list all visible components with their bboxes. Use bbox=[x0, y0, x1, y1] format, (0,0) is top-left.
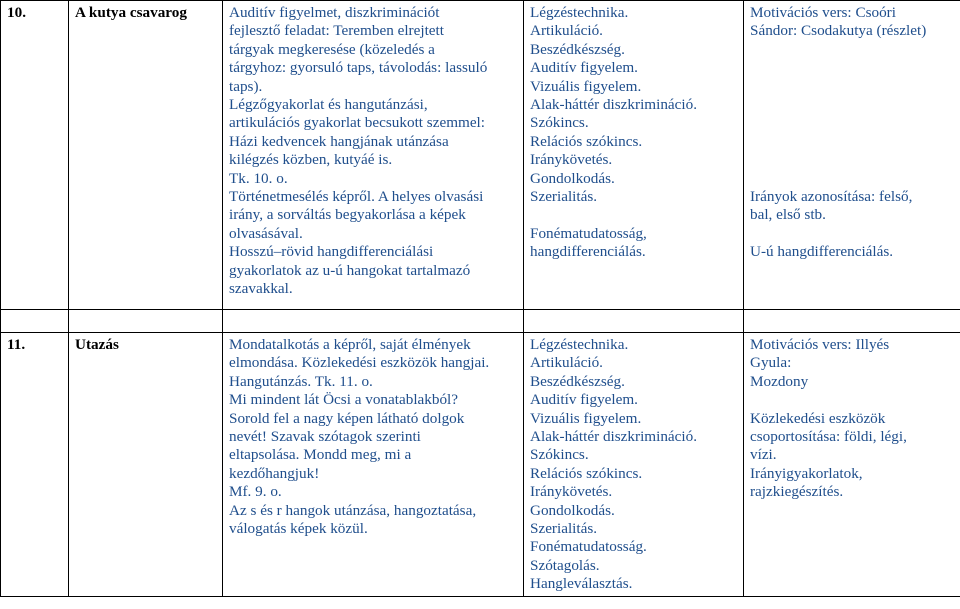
topic-title-cell: A kutya csavarog bbox=[69, 1, 223, 310]
text-line: tárgyhoz: gyorsuló taps, távolodás: lassuló bbox=[229, 59, 488, 77]
text-line: Alak-háttér diszkrimináció. bbox=[530, 96, 698, 114]
text-line: Motivációs vers: Csoóri bbox=[750, 4, 896, 21]
text-line: szavakkal. bbox=[229, 280, 293, 298]
blank-line bbox=[750, 225, 954, 243]
text-line: gyakorlatok az u-ú hangokat tartalmazó bbox=[229, 261, 471, 279]
text-line: Légzéstechnika. bbox=[530, 336, 629, 353]
text-line: Artikuláció. bbox=[530, 354, 603, 372]
text-line: Auditív figyelem. bbox=[530, 59, 638, 77]
text-line: elmondása. Közlekedési eszközök hangjai. bbox=[229, 354, 490, 372]
notes-cell bbox=[744, 1, 960, 310]
table-row bbox=[1, 333, 960, 597]
text-line: irány, a sorváltás begyakorlása a képek bbox=[229, 206, 466, 224]
text-line: Gyula: bbox=[750, 354, 792, 372]
text-line: Szerialitás. bbox=[530, 520, 598, 538]
text-line: fejlesztő feladat: Teremben elrejtett bbox=[229, 22, 444, 40]
skills-cell bbox=[524, 333, 744, 597]
text-line: Fonématudatosság. bbox=[530, 538, 647, 556]
blank-line bbox=[750, 114, 954, 132]
table-row bbox=[1, 1, 960, 310]
text-line: Szerialitás. bbox=[530, 188, 598, 206]
text-line: eltapsolása. Mondd meg, mi a bbox=[229, 446, 412, 464]
text-line: olvasásával. bbox=[229, 224, 303, 242]
text-line: Házi kedvencek hangjának utánzása bbox=[229, 132, 449, 150]
text-line: Alak-háttér diszkrimináció. bbox=[530, 428, 698, 446]
text-line: Történetmesélés képről. A helyes olvasási bbox=[229, 188, 484, 206]
text-line: Mf. 9. o. bbox=[229, 483, 282, 501]
blank-line bbox=[750, 391, 954, 409]
text-line: Artikuláció. bbox=[530, 22, 603, 40]
notes-cell bbox=[744, 333, 960, 597]
text-line: Iránykövetés. bbox=[530, 151, 613, 169]
text-line: artikulációs gyakorlat becsukott szemmel: bbox=[229, 114, 485, 132]
text-line: Irányok azonosítása: felső, bbox=[750, 187, 913, 205]
text-line: U-ú hangdifferenciálás. bbox=[750, 243, 894, 261]
text-line: Gondolkodás. bbox=[530, 501, 615, 519]
row-separator bbox=[1, 310, 960, 333]
text-line: Hangleválasztás. bbox=[530, 575, 633, 593]
text-line: Légzőgyakorlat és hangutánzási, bbox=[229, 96, 428, 114]
blank-line bbox=[750, 133, 954, 151]
blank-line bbox=[750, 96, 954, 114]
blank-line bbox=[750, 78, 954, 96]
blank-line bbox=[750, 41, 954, 59]
text-line: kezdőhangjuk! bbox=[229, 464, 320, 482]
text-line: taps). bbox=[229, 77, 263, 95]
content-cell bbox=[223, 333, 524, 597]
text-line: Sorold fel a nagy képen látható dolgok bbox=[229, 409, 465, 427]
text-line: nevét! Szavak szótagok szerinti bbox=[229, 428, 421, 446]
text-line: bal, első stb. bbox=[750, 206, 826, 224]
text-line: vízi. bbox=[750, 446, 777, 464]
row-number-cell: 10. bbox=[1, 1, 69, 310]
text-line: Gondolkodás. bbox=[530, 169, 615, 187]
text-line: Auditív figyelmet, diszkriminációt bbox=[229, 4, 440, 21]
content-cell bbox=[223, 1, 524, 310]
blank-line bbox=[750, 59, 954, 77]
text-line: Fonématudatosság, bbox=[530, 224, 647, 242]
text-line: Az s és r hangok utánzása, hangoztatása, bbox=[229, 501, 477, 519]
text-line: Légzéstechnika. bbox=[530, 4, 629, 21]
text-line: válogatás képek közül. bbox=[229, 520, 368, 538]
text-line: hangdifferenciálás. bbox=[530, 243, 646, 261]
blank-line bbox=[750, 170, 954, 188]
text-line: Tk. 10. o. bbox=[229, 169, 288, 187]
skills-cell bbox=[524, 1, 744, 310]
text-line: Hangutánzás. Tk. 11. o. bbox=[229, 372, 373, 390]
text-line: Auditív figyelem. bbox=[530, 391, 638, 409]
text-line: csoportosítása: földi, légi, bbox=[750, 428, 907, 446]
text-line: Mozdony bbox=[750, 372, 809, 390]
text-line: Iránykövetés. bbox=[530, 483, 613, 501]
text-line: Szótagolás. bbox=[530, 556, 600, 574]
text-line: Relációs szókincs. bbox=[530, 464, 643, 482]
blank-line bbox=[530, 206, 737, 224]
text-line: Vizuális figyelem. bbox=[530, 409, 642, 427]
topic-title-cell: Utazás bbox=[69, 333, 223, 597]
text-line: Motivációs vers: Illyés bbox=[750, 336, 890, 353]
text-line: kilégzés közben, kutyáé is. bbox=[229, 151, 393, 169]
text-line: Hosszú–rövid hangdifferenciálási bbox=[229, 243, 434, 261]
text-line: Beszédkészség. bbox=[530, 40, 625, 58]
text-line: Szókincs. bbox=[530, 114, 589, 132]
text-line: Irányigyakorlatok, bbox=[750, 464, 863, 482]
text-line: Beszédkészség. bbox=[530, 372, 625, 390]
text-line: Vizuális figyelem. bbox=[530, 77, 642, 95]
text-line: Mondatalkotás a képről, saját élmények bbox=[229, 336, 471, 353]
text-line: Szókincs. bbox=[530, 446, 589, 464]
blank-line bbox=[750, 151, 954, 169]
text-line: rajzkiegészítés. bbox=[750, 483, 844, 501]
text-line: Relációs szókincs. bbox=[530, 132, 643, 150]
text-line: tárgyak megkeresése (közeledés a bbox=[229, 40, 435, 58]
text-line: Mi mindent lát Öcsi a vonatablakból? bbox=[229, 391, 459, 409]
row-number-cell: 11. bbox=[1, 333, 69, 597]
text-line: Sándor: Csodakutya (részlet) bbox=[750, 22, 927, 40]
text-line: Közlekedési eszközök bbox=[750, 409, 886, 427]
